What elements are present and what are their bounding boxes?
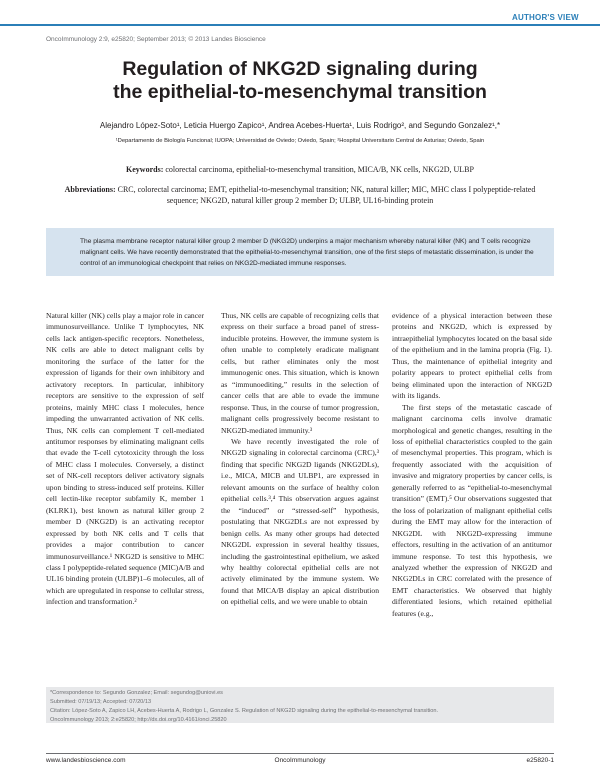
journal-citation-line: OncoImmunology 2:9, e25820; September 2013; © 2013 Landes Bioscience [46,36,266,43]
abbreviations-text: CRC, colorectal carcinoma; EMT, epithelial-to-mesenchymal transition; NK, natural killer; MIC, MHC class I polypeptide-related sequence; NKG2D, natural killer group 2 member D; ULBP, UL16-binding protein [117,185,536,205]
doi-line: OncoImmunology 2013; 2:e25820; http://dx.doi.org/10.4161/onci.25820 [50,717,227,723]
body-column-1 [46,310,204,608]
header-rule [0,24,600,26]
citation-line: Citation: López-Soto A, Zapico LH, Acebes-Huerta A, Rodrigo L, Gonzalez S. Regulation of NKG2D signaling during the epithelial-to-mesenchymal transition. [50,708,439,714]
body-column-3 [392,310,552,619]
article-type-badge: AUTHOR'S VIEW [512,13,579,22]
footer-rule [46,753,554,754]
abbreviations [60,184,540,206]
affiliations: ¹Departamento de Biología Funcional; IUOPA; Universidad de Oviedo; Oviedo, Spain; ²Hospital Universitario Central de Asturias; Oviedo, Spain [115,138,485,144]
footnotes [50,689,550,725]
submission-dates: Submitted: 07/19/13; Accepted: 07/20/13 [50,699,152,705]
title-line-1: Regulation of NKG2D signaling during [122,58,478,80]
paragraph: We have recently investigated the role of NKG2D signaling in colorectal carcinoma (CRC),³ finding that specific NKG2D ligands (NKG2DLs), i.e., MICA, MICB and ULBP1, are expressed in relevant amounts on the surface of healthy colon epithelial cells.³,⁴ This observation argues against the “induced” or “stressed-self” hypothesis, postulating that NKG2DLs are not expressed by benign cells. As many other groups had detected NKG2DL expression in several healthy tissues, including the gastrointestinal epithelium, we asked why healthy colorectal epithelial cells are not actively eliminated by the immune system. We found that MICA/B display an apical distribution on epithelial cells, and we were unable to obtain [221,436,379,607]
paragraph: evidence of a physical interaction between these proteins and NKG2D, which is expressed by intraepithelial lymphocytes located on the basal side of the epithelium and in the lamina propria (Fig. 1). Thus, the maintenance of epithelial integrity and polarity appears to protect epithelial cells from being eliminated upon the interaction of NKG2D with its ligands. [392,311,552,401]
abstract-text: The plasma membrane receptor natural killer group 2 member D (NKG2D) underpins a major mechanism whereby natural killer (NK) and T cells recognize malignant cells. We have recently demonstrated that the epithelial-to-mesenchymal transition, one of the first steps of metastatic dissemination, is under the control of an immunological checkpoint that relies on NKG2D-mediated immune responses. [80,238,534,268]
author-list: Alejandro López-Soto¹, Leticia Huergo Zapico¹, Andrea Acebes-Huerta¹, Luis Rodrigo², and Segundo Gonzalez¹,* [99,121,501,130]
paragraph: Thus, NK cells are capable of recognizing cells that express on their surface a broad panel of stress-inducible proteins. However, the immune system is often unable to completely eradicate malignant cells, but rather eliminates only the most immunogenic ones. This situation, which is known as “immunoediting,” results in the selection of cancer cells that are able to evade the immune response. Thus, in the course of tumor progression, malignant cells progressively become resistant to NKG2D-mediated immunity.³ [221,311,379,435]
footer-website[interactable]: www.landesbioscience.com [46,757,126,764]
footer-journal: OncoImmunology [274,757,326,764]
paragraph: Natural killer (NK) cells play a major role in cancer immunosurveillance. Unlike T lymphocytes, NK cells lack antigen-specific receptors. Nonetheless, NK cells are able to detect malignant cells by monitoring the surface of the latter for the expression of ligands for their own inhibitory and activatory receptors. In particular, inhibitory receptors are sensitive to the expression of self proteins, mainly MHC class I molecules, hence impeding the unwarranted activation of NK cells. Thus, NK cells can complement T cell-mediated antitumor responses by eliminating malignant cells that evade the T-cell cytotoxicity through the loss of MHC class I molecules. Conversely, a distinct set of NK-cell receptors deliver activatory signals upon binding to stress-induced self proteins. Killer cell lectin-like receptor subfamily K, member 1 (KLRK1), best known as natural killer group 2 member D (NKG2D) is an activating receptor expressed by both NK cells and T cells that provides a major contribution to cancer immunosurveillance.¹ NKG2D is sensitive to MHC class I polypeptide-related sequence (MIC)A/B and UL16 binding protein (ULBP)1–6 molecules, all of which are upregulated in response to cellular stress, infection and transformation.² [46,311,204,607]
keywords-text: colorectal carcinoma, epithelial-to-mesenchymal transition, MICA/B, NK cells, NKG2D, ULBP [165,165,474,174]
article-title [0,58,600,104]
title-line-2: the epithelial-to-mesenchymal transition [113,81,487,103]
keywords-label: Keywords: [126,165,164,174]
paragraph: The first steps of the metastatic cascade of malignant carcinoma cells involve dramatic morphological and genetic changes, resulting in the loss of epithelial characteristics coupled to the gain of mesenchymal properties. This program, which is frequently associated with the acquisition of invasive and migratory properties by cancer cells, is generally referred to as “epithelial-to-mesenchymal transition” (EMT).⁵ Our observations suggested that the loss of polarization of malignant epithelial cells during the EMT may allow for the interaction of NKG2DL with NKG2D-expressing immune effectors, resulting in the activation of an antitumor immune response. To test this hypothesis, we analyzed whether the expression of NKG2D and NKG2DLs in CRC correlated with the presence of EMT characteristics. We observed that highly differentiated lesions, which retained epithelial features (e.g., [392,402,552,618]
footer-page-number: e25820-1 [526,757,554,764]
keywords [0,165,600,174]
abbreviations-label: Abbreviations: [64,185,116,194]
correspondence-note: *Correspondence to: Segundo Gonzalez; Email: segundog@uniovi.es [50,690,223,696]
body-column-2 [221,310,379,608]
